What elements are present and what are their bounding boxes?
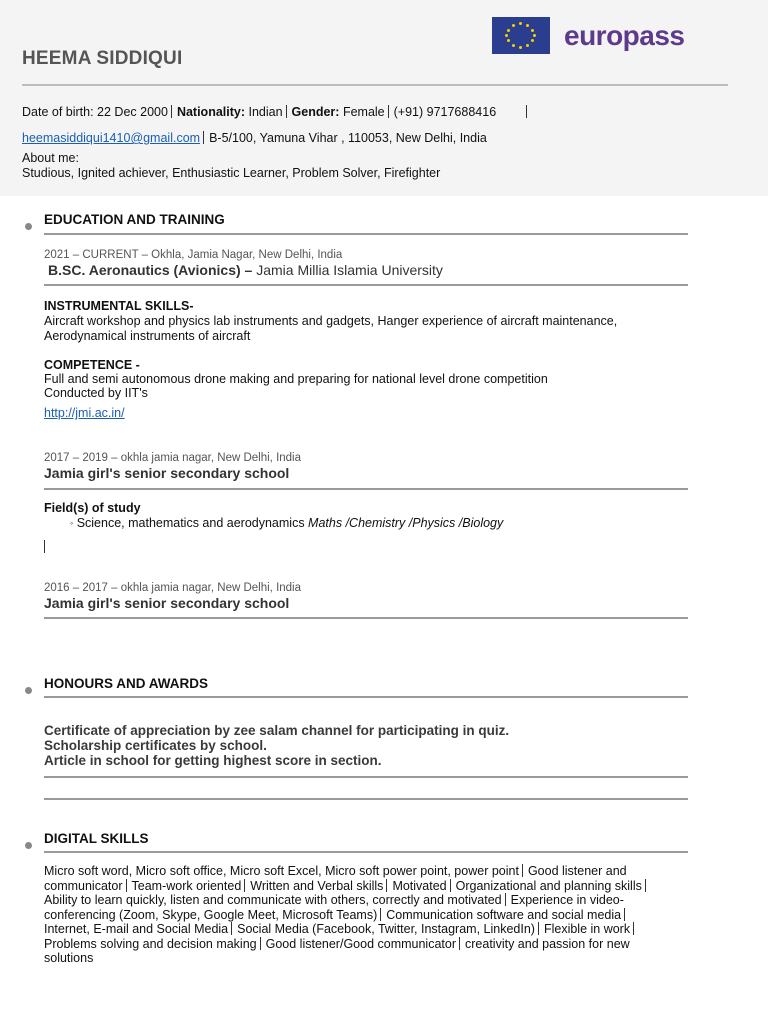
- section-bullet-icon: [25, 687, 32, 694]
- list-bullet-icon: ◦: [70, 518, 74, 528]
- text-cursor: [44, 540, 45, 553]
- header-divider: [22, 84, 728, 86]
- separator: [526, 105, 527, 118]
- separator: [450, 879, 451, 892]
- nationality-value: Indian: [245, 105, 283, 119]
- skill-item: Written and Verbal skills: [250, 878, 384, 893]
- separator: [231, 922, 232, 935]
- address: B-5/100, Yamuna Vihar , 110053, New Delhi, India: [209, 131, 487, 145]
- education-entry-3-meta: 2016 – 2017 – okhla jamia nagar, New Delhi, India: [44, 582, 302, 594]
- separator: [538, 922, 539, 935]
- entry-rule: [44, 776, 688, 778]
- education-entry-2-meta: 2017 – 2019 – okhla jamia nagar, New Delhi, India: [44, 452, 302, 464]
- cv-header: [0, 0, 768, 196]
- skill-item: Micro soft word, Micro soft office, Micro soft Excel, Micro soft power point, power point: [44, 864, 519, 878]
- about-text: Studious, Ignited achiever, Enthusiastic Learner, Problem Solver, Firefighter: [22, 166, 441, 180]
- honours-section-title: HONOURS AND AWARDS: [44, 676, 209, 691]
- separator: [645, 879, 646, 892]
- skill-item: Good listener/Good communicator: [265, 936, 456, 951]
- separator: [624, 908, 625, 921]
- europass-logo: [492, 17, 685, 54]
- section-bullet-icon: [25, 842, 32, 849]
- separator: [203, 131, 204, 144]
- separator: [505, 893, 506, 906]
- europass-wordmark: europass: [564, 19, 685, 51]
- contact-line: [22, 131, 487, 145]
- gender-value: Female: [339, 105, 385, 119]
- separator: [286, 105, 287, 118]
- separator: [171, 105, 172, 118]
- skill-item: Problems solving and decision making: [44, 936, 257, 951]
- skill-item: Flexible in work: [543, 922, 631, 936]
- field-of-study-text: Science, mathematics and aerodynamics: [76, 516, 305, 530]
- skill-item: Good listener and communicator: [44, 864, 627, 893]
- field-of-study-item: [70, 516, 670, 531]
- date-of-birth: Date of birth: 22 Dec 2000: [22, 105, 168, 119]
- separator: [388, 105, 389, 118]
- field-of-study-label: Field(s) of study: [44, 501, 141, 515]
- phone-number: (+91) 9717688416: [393, 105, 497, 119]
- honour-item: Article in school for getting highest score in section.: [44, 753, 382, 768]
- personal-info-line: [22, 105, 532, 119]
- entry-rule: [44, 488, 688, 490]
- competence-line-2: Conducted by IIT's: [44, 386, 148, 400]
- instrumental-skills-label: INSTRUMENTAL SKILLS-: [44, 299, 194, 313]
- skill-item: Motivated: [392, 878, 447, 893]
- field-of-study-subjects: Maths /Chemistry /Physics /Biology: [304, 516, 504, 530]
- entry-rule: [44, 284, 688, 286]
- skill-item: Social Media (Facebook, Twitter, Instagram, LinkedIn): [237, 922, 535, 936]
- entry-rule: [44, 617, 688, 619]
- education-section-title: EDUCATION AND TRAINING: [44, 212, 225, 227]
- education-entry-3-school: Jamia girl's senior secondary school: [44, 595, 290, 611]
- education-entry-1-degree: [48, 262, 443, 278]
- section-bullet-icon: [25, 223, 32, 230]
- entry-rule: [44, 798, 688, 800]
- separator: [459, 937, 460, 950]
- section-rule: [44, 851, 688, 853]
- skill-item: Ability to learn quickly, listen and communicate with others, correctly and motivated: [44, 893, 502, 907]
- skill-item: Organizational and planning skills: [455, 878, 642, 893]
- section-rule: [44, 233, 688, 235]
- competence-line-1: Full and semi autonomous drone making and preparing for national level drone competition: [44, 372, 548, 386]
- separator: [386, 879, 387, 892]
- separator: [244, 879, 245, 892]
- gender-label: Gender:: [291, 105, 340, 119]
- honour-item: Certificate of appreciation by zee salam channel for participating in quiz.: [44, 723, 510, 738]
- eu-flag-icon: [492, 17, 550, 54]
- skill-item: Experience in video-conferencing (Zoom, Skype, Google Meet, Microsoft Teams): [44, 893, 624, 922]
- person-name: HEEMA SIDDIQUI: [22, 48, 183, 69]
- email-link[interactable]: heemasiddiqui1410@gmail.com: [22, 131, 201, 145]
- institution-website-link[interactable]: http://jmi.ac.in/: [44, 406, 125, 420]
- about-label: About me:: [22, 151, 79, 165]
- degree-title: B.SC. Aeronautics (Avionics) –: [48, 262, 253, 278]
- digital-skills-section-title: DIGITAL SKILLS: [44, 831, 149, 846]
- degree-institution: Jamia Millia Islamia University: [252, 262, 443, 278]
- education-entry-2-school: Jamia girl's senior secondary school: [44, 465, 290, 481]
- skill-item: Team-work oriented: [131, 878, 242, 893]
- skill-item: Communication software and social media: [386, 907, 622, 922]
- education-entry-1-meta: 2021 – CURRENT – Okhla, Jamia Nagar, New Delhi, India: [44, 249, 343, 261]
- nationality-label: Nationality:: [176, 105, 245, 119]
- separator: [126, 879, 127, 892]
- digital-skills-list: [44, 864, 664, 966]
- honour-item: Scholarship certificates by school.: [44, 738, 267, 753]
- separator: [380, 908, 381, 921]
- skill-item: creativity and passion for new solutions: [44, 936, 630, 965]
- skill-item: Internet, E-mail and Social Media: [44, 922, 229, 936]
- instrumental-skills-text: Aircraft workshop and physics lab instruments and gadgets, Hanger experience of aircraft maintenance, Aerodynamical instruments of aircraft: [44, 314, 618, 343]
- section-rule: [44, 696, 688, 698]
- separator: [522, 864, 523, 877]
- competence-label: COMPETENCE -: [44, 358, 140, 372]
- separator: [260, 937, 261, 950]
- separator: [633, 922, 634, 935]
